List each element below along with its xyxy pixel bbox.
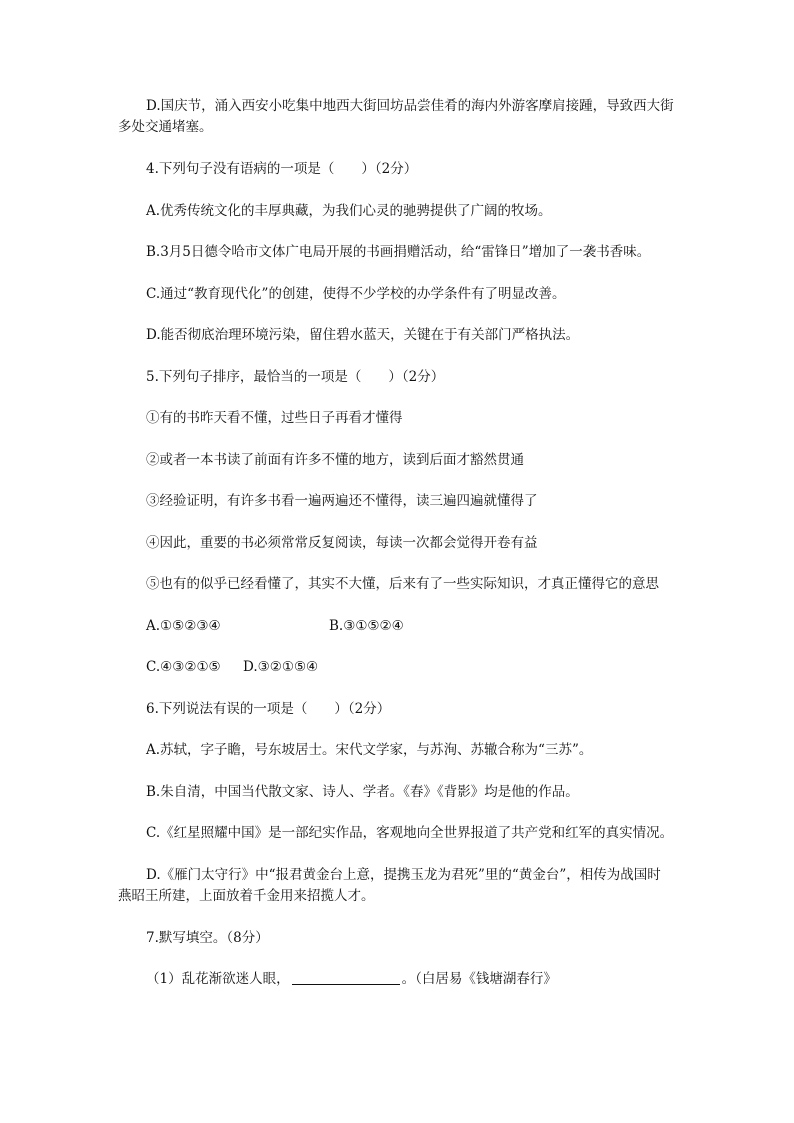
q4-option-d: D.能否彻底治理环境污染，留住碧水蓝天，关键在于有关部门严格执法。 <box>146 327 580 343</box>
q4-option-c: C.通过“教育现代化”的创建，使得不少学校的办学条件有了明显改善。 <box>146 286 566 302</box>
q5-option-a: A.①⑤②③④ <box>146 618 221 634</box>
q4-option-a: A.优秀传统文化的丰厚典藏，为我们心灵的驰骋提供了广阔的牧场。 <box>146 203 552 219</box>
q6-option-a: A.苏轼，字子瞻，号东坡居士。宋代文学家，与苏洵、苏辙合称为“三苏”。 <box>146 742 593 758</box>
q6-option-d: D.《雁门太守行》中“报君黄金台上意，提携玉龙为君死”里的“黄金台”，相传为战国时燕昭王所建，上面放着千金用来招揽人才。 <box>118 867 661 904</box>
q6-stem: 6.下列说法有误的一项是（ ）（2分） <box>146 701 391 717</box>
q4-option-b: B.3月5日德令哈市文体广电局开展的书画捐赠活动，给“雷锋日”增加了一袭书香味。 <box>146 244 651 260</box>
q5-sentence-4: ④因此，重要的书必须常常反复阅读，每读一次都会觉得开卷有益 <box>146 535 538 551</box>
q7-item-1-suffix: 。（白居易《钱塘湖春行》 <box>401 971 557 987</box>
q3-option-d: D.国庆节，涌入西安小吃集中地西大街回坊品尝佳肴的海内外游客摩肩接踵，导致西大街多处交通堵塞。 <box>118 98 674 135</box>
q6-option-c: C.《红星照耀中国》是一部纪实作品，客观地向全世界报道了共产党和红军的真实情况。 <box>146 825 674 841</box>
q5-option-b: B.③①⑤②④ <box>329 618 404 634</box>
q5-sentence-2: ②或者一本书读了前面有许多不懂的地方，读到后面才豁然贯通 <box>146 452 524 468</box>
q5-option-d: D.③②①⑤④ <box>243 659 319 675</box>
q5-stem: 5.下列句子排序，最恰当的一项是（ ）（2分） <box>146 369 445 385</box>
q7-item-1-prefix: （1）乱花渐欲迷人眼， <box>146 971 290 987</box>
q5-sentence-5: ⑤也有的似乎已经看懂了，其实不大懂，后来有了一些实际知识，才真正懂得它的意思 <box>146 576 659 592</box>
q5-sentence-3: ③经验证明，有许多书看一遍两遍还不懂得，读三遍四遍就懂得了 <box>146 493 538 509</box>
q5-sentence-1: ①有的书昨天看不懂，过些日子再看才懂得 <box>146 410 403 426</box>
q7-item-1 <box>146 969 674 990</box>
q4-stem: 4.下列句子没有语病的一项是（ ）（2分） <box>146 161 418 177</box>
q5-option-c: C.④③②①⑤ <box>146 659 221 675</box>
answer-blank <box>292 970 400 985</box>
q6-option-b: B.朱自清，中国当代散文家、诗人、学者。《春》《背影》均是他的作品。 <box>146 784 579 800</box>
q7-stem: 7.默写填空。（8分） <box>146 930 269 946</box>
